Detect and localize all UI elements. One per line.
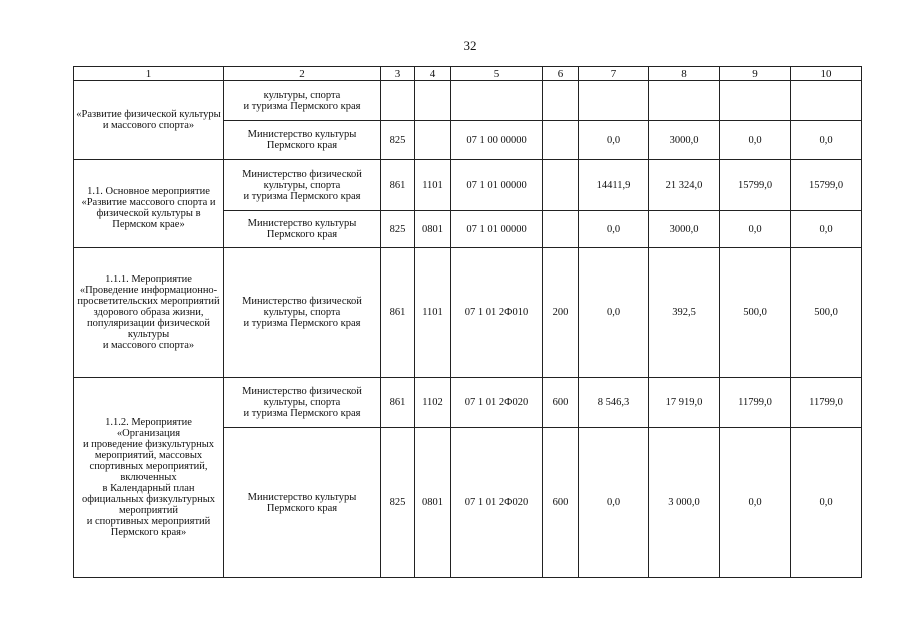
column-header: 6 [543, 67, 579, 81]
cell-c3: 825 [381, 211, 415, 248]
cell-c10: 0,0 [791, 428, 862, 578]
cell-c4: 0801 [415, 211, 451, 248]
cell-c3: 825 [381, 121, 415, 160]
cell-c7: 14411,9 [579, 160, 649, 211]
program-description: «Развитие физической культуры и массового спорта» [74, 81, 224, 160]
cell-c6: 600 [543, 428, 579, 578]
cell-c3: 861 [381, 248, 415, 378]
cell-c3: 861 [381, 160, 415, 211]
cell-c9 [720, 81, 791, 121]
cell-c8: 392,5 [649, 248, 720, 378]
cell-c6: 600 [543, 378, 579, 428]
cell-c10 [791, 81, 862, 121]
cell-c8: 21 324,0 [649, 160, 720, 211]
cell-c4: 1102 [415, 378, 451, 428]
cell-c5: 07 1 01 2Ф010 [451, 248, 543, 378]
cell-c3: 825 [381, 428, 415, 578]
cell-c9: 11799,0 [720, 378, 791, 428]
column-header: 7 [579, 67, 649, 81]
executor-cell: Министерство физической культуры, спорта и туризма Пермского края [224, 160, 381, 211]
column-header: 9 [720, 67, 791, 81]
column-header: 1 [74, 67, 224, 81]
cell-c9: 500,0 [720, 248, 791, 378]
cell-c10: 500,0 [791, 248, 862, 378]
executor-cell: Министерство культуры Пермского края [224, 121, 381, 160]
cell-c4: 1101 [415, 248, 451, 378]
cell-c5: 07 1 01 2Ф020 [451, 428, 543, 578]
cell-c6 [543, 121, 579, 160]
table-row [74, 160, 862, 211]
executor-cell: Министерство физической культуры, спорта и туризма Пермского края [224, 248, 381, 378]
cell-c8 [649, 81, 720, 121]
cell-c7: 0,0 [579, 428, 649, 578]
cell-c5: 07 1 01 00000 [451, 160, 543, 211]
cell-c8: 17 919,0 [649, 378, 720, 428]
cell-c10: 15799,0 [791, 160, 862, 211]
cell-c7 [579, 81, 649, 121]
cell-c8: 3000,0 [649, 211, 720, 248]
page-number: 32 [463, 38, 477, 53]
cell-c4 [415, 81, 451, 121]
program-description: 1.1.2. Мероприятие «Организация и проведение физкультурных мероприятий, массовых спортивных мероприятий, включенных в Календарный план официальных физкультурных мероприятий и спортивных мероприятий Пермского края» [74, 378, 224, 578]
cell-c9: 0,0 [720, 428, 791, 578]
cell-c3 [381, 81, 415, 121]
cell-c8: 3 000,0 [649, 428, 720, 578]
program-description: 1.1. Основное мероприятие «Развитие массового спорта и физической культуры в Пермском крае» [74, 160, 224, 248]
cell-c4: 1101 [415, 160, 451, 211]
cell-c7: 8 546,3 [579, 378, 649, 428]
cell-c9: 15799,0 [720, 160, 791, 211]
executor-cell: Министерство культуры Пермского края [224, 428, 381, 578]
cell-c4 [415, 121, 451, 160]
cell-c5 [451, 81, 543, 121]
cell-c10: 0,0 [791, 121, 862, 160]
executor-cell: культуры, спорта и туризма Пермского края [224, 81, 381, 121]
budget-table [73, 66, 862, 578]
cell-c5: 07 1 01 2Ф020 [451, 378, 543, 428]
table-row [74, 248, 862, 378]
cell-c7: 0,0 [579, 248, 649, 378]
program-description: 1.1.1. Мероприятие «Проведение информационно-просветительских мероприятий здорового образа жизни, популяризации физической культуры и массового спорта» [74, 248, 224, 378]
cell-c3: 861 [381, 378, 415, 428]
column-header: 4 [415, 67, 451, 81]
column-header: 10 [791, 67, 862, 81]
cell-c6 [543, 81, 579, 121]
column-header: 2 [224, 67, 381, 81]
cell-c4: 0801 [415, 428, 451, 578]
cell-c10: 0,0 [791, 211, 862, 248]
executor-cell: Министерство культуры Пермского края [224, 211, 381, 248]
column-header: 8 [649, 67, 720, 81]
cell-c10: 11799,0 [791, 378, 862, 428]
table-row [74, 378, 862, 428]
cell-c7: 0,0 [579, 211, 649, 248]
cell-c8: 3000,0 [649, 121, 720, 160]
table-row [74, 81, 862, 121]
column-header: 5 [451, 67, 543, 81]
cell-c6 [543, 211, 579, 248]
executor-cell: Министерство физической культуры, спорта и туризма Пермского края [224, 378, 381, 428]
cell-c7: 0,0 [579, 121, 649, 160]
cell-c9: 0,0 [720, 121, 791, 160]
cell-c9: 0,0 [720, 211, 791, 248]
cell-c6 [543, 160, 579, 211]
header-row [74, 67, 862, 81]
column-header: 3 [381, 67, 415, 81]
cell-c6: 200 [543, 248, 579, 378]
cell-c5: 07 1 01 00000 [451, 211, 543, 248]
cell-c5: 07 1 00 00000 [451, 121, 543, 160]
